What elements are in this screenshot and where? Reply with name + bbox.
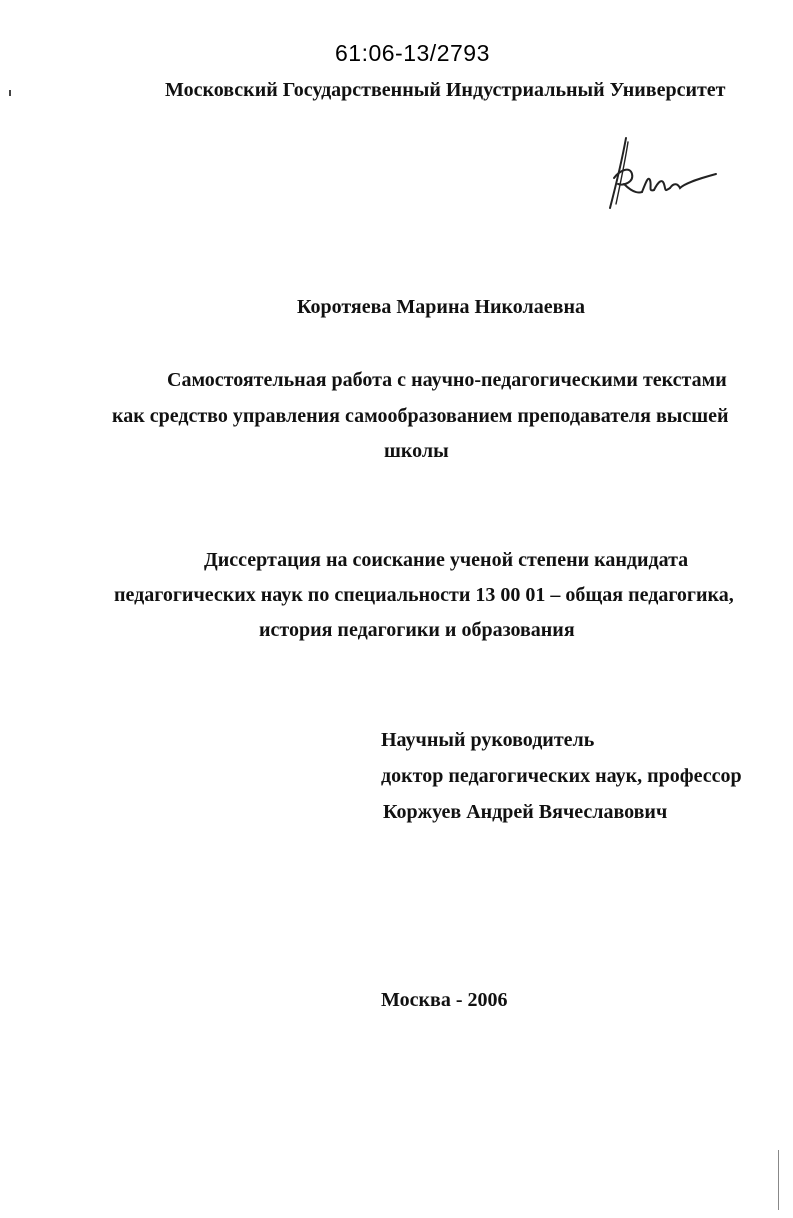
scan-speck	[9, 90, 11, 96]
dissertation-line-3: история педагогики и образования	[259, 619, 575, 641]
institution-name: Московский Государственный Индустриальный Университет	[165, 79, 726, 101]
title-line-2: как средство управления самообразованием преподавателя высшей	[112, 405, 729, 427]
handwritten-signature	[598, 130, 728, 220]
supervisor-degree: доктор педагогических наук, профессор	[381, 765, 742, 787]
title-line-3: школы	[384, 440, 449, 462]
dissertation-line-2: педагогических наук по специальности 13 00 01 – общая педагогика,	[114, 584, 734, 606]
title-line-1: Самостоятельная работа с научно-педагогическими текстами	[167, 369, 727, 391]
dissertation-line-1: Диссертация на соискание ученой степени кандидата	[204, 549, 689, 571]
supervisor-label: Научный руководитель	[381, 729, 595, 751]
place-year: Москва - 2006	[381, 989, 508, 1011]
signature-image	[598, 130, 728, 215]
author-name: Коротяева Марина Николаевна	[297, 296, 585, 318]
supervisor-name: Коржуев Андрей Вячеславович	[383, 801, 668, 823]
registry-number: 61:06-13/2793	[335, 40, 490, 66]
scan-edge-mark	[778, 1150, 779, 1210]
